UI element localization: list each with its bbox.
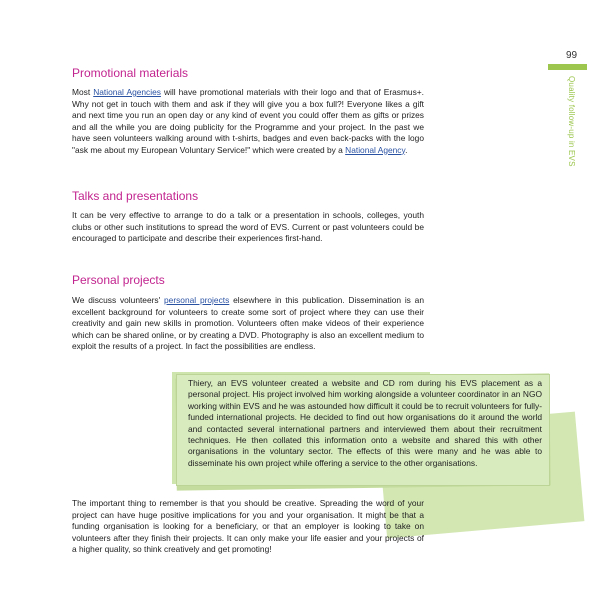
heading-promotional-materials: Promotional materials bbox=[72, 66, 189, 80]
page-number: 99 bbox=[566, 50, 578, 61]
national-agency-link[interactable]: National Agency bbox=[345, 144, 406, 155]
callout-text: Thiery, an EVS volunteer created a website and CD rom during his EVS placement as a personal project. His project involved him working alongside a volunteer coordinator in an NGO working within EVS and he was astounded how difficult it could be to recruit volunteers for fully-funded international projects. He decided to find out how organisations do it around the world and contacted several international partners and interviewed them about their recruitment techniques. He then collated this information onto a website and shared this with other organisations in the voluntary sector. The effects of this were many and he was able to disseminate his own project while offering a service to the other organisations. bbox=[188, 378, 542, 468]
side-accent-bar bbox=[548, 64, 587, 70]
personal-projects-paragraph: We discuss volunteers' personal projects elsewhere in this publication. Dissemination is an excellent background for volunteers to create some sort of project where they can use their creativity and gain new skills in promotion. Volunteers often make videos of their experience which can be shared online, or by creating a DVD. Photography is also an excellent medium to exploit the results of a project. In fact the possibilities are endless. bbox=[72, 295, 424, 351]
side-chapter-label: Quality follow-up in EVS bbox=[567, 76, 576, 167]
heading-talks-and-presentations: Talks and presentations bbox=[72, 189, 199, 203]
heading-personal-projects: Personal projects bbox=[72, 273, 165, 287]
promotional-materials-paragraph: Most National Agencies will have promotional materials with their logo and that of Erasmus+. Why not get in touch with them and ask if they will give you a box full?! Everyone likes a gift and next time you run an open day or any kind of event you could offer them as gifts or prizes and all the while you are doing publicity for the Programme and your project. In the past we have seen volunteers walking around with t-shirts, badges and even back-packs with the logo "ask me about my European Voluntary Service!" which were created by a National Agency. bbox=[72, 87, 424, 155]
personal-projects-link[interactable]: personal projects bbox=[164, 295, 230, 305]
national-agencies-link[interactable]: National Agencies bbox=[93, 87, 161, 97]
talks-paragraph: It can be very effective to arrange to do a talk or a presentation in schools, colleges, youth clubs or other such institutions to spread the word of EVS. Current or past volunteers could be encouraged to participate and describe their experiences first-hand. bbox=[72, 210, 424, 243]
closing-paragraph: The important thing to remember is that you should be creative. Spreading the word of your project can have huge positive implications for you and your organisation. It might be that a funding organisation is looking for a beneficiary, or that an employer is looking to take on volunteers after they finish their projects. It can only make your life easier and your projects of a higher quality, so think creatively and get promoting! bbox=[72, 498, 424, 554]
